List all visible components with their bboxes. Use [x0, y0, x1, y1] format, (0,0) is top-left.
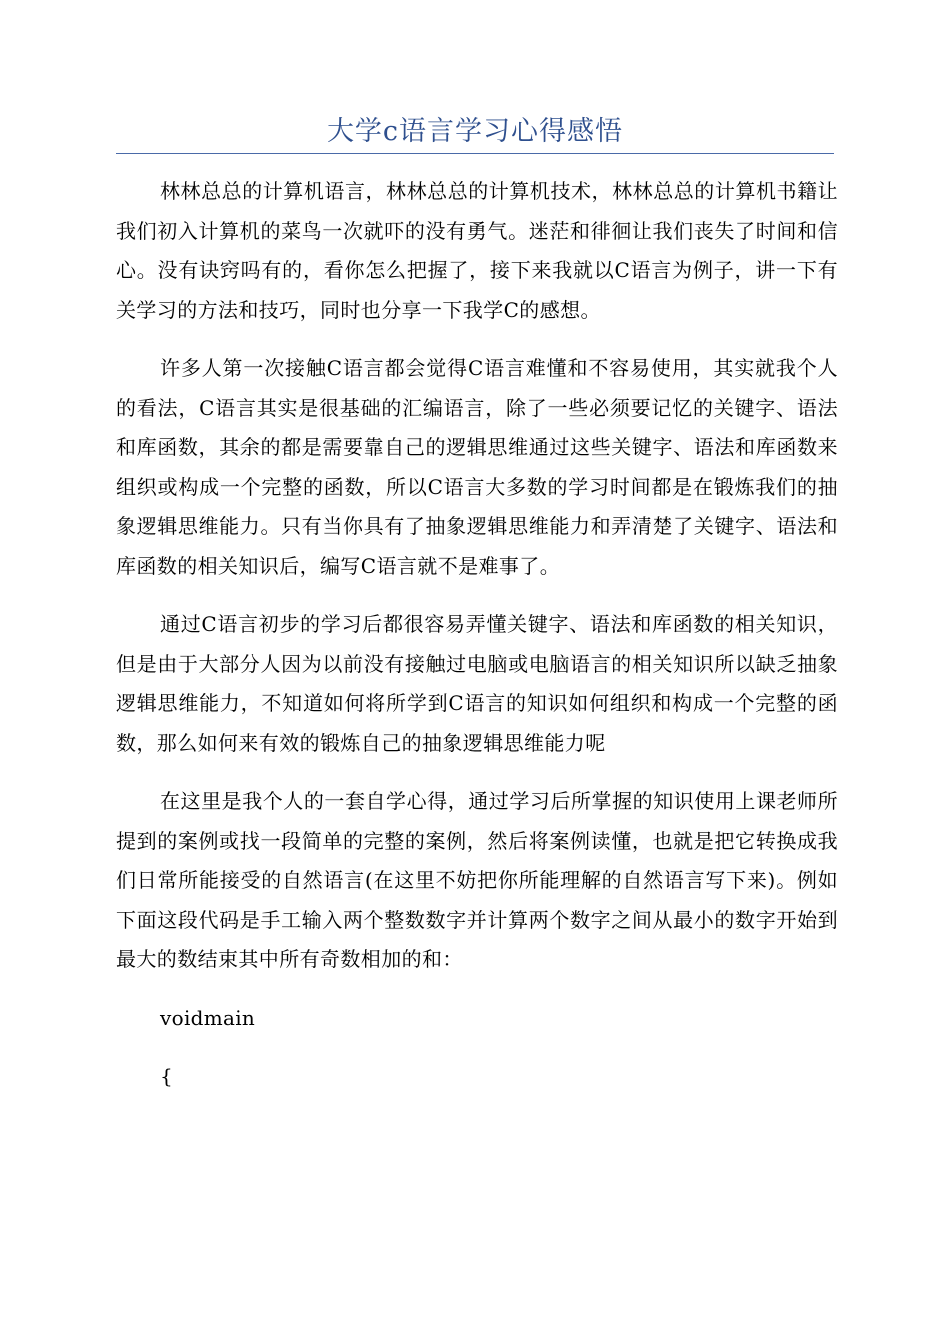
document-title: 大学c语言学习心得感悟: [326, 116, 624, 147]
document-body: [116, 172, 838, 1116]
title-underline: [116, 153, 834, 154]
code-line: {: [160, 1064, 174, 1088]
paragraph-logic-thinking: 通过C语言初步的学习后都很容易弄懂关键字、语法和库函数的相关知识，但是由于大部分人因为以前没有接触过电脑或电脑语言的相关知识所以缺乏抽象逻辑思维能力，不知道如何将所学到C语言的知识如何组织和构成一个完整的函数，那么如何来有效的锻炼自己的抽象逻辑思维能力呢: [116, 612, 838, 755]
paragraph-c-difficulty: 许多人第一次接触C语言都会觉得C语言难懂和不容易使用，其实就我个人的看法，C语言其实是很基础的汇编语言，除了一些必须要记忆的关键字、语法和库函数，其余的都是需要靠自己的逻辑思维通过这些关键字、语法和库函数来组织或构成一个完整的函数，所以C语言大多数的学习时间都是在锻炼我们的抽象逻辑思维能力。只有当你具有了抽象逻辑思维能力和弄清楚了关键字、语法和库函数的相关知识后，编写C语言就不是难事了。: [116, 356, 838, 578]
paragraph-study-method: 在这里是我个人的一套自学心得，通过学习后所掌握的知识使用上课老师所提到的案例或找一段简单的完整的案例，然后将案例读懂，也就是把它转换成我们日常所能接受的自然语言(在这里不妨把你所能理解的自然语言写下来)。例如下面这段代码是手工输入两个整数数字并计算两个数字之间从最小的数字开始到最大的数结束其中所有奇数相加的和：: [116, 789, 838, 971]
paragraph-intro: 林林总总的计算机语言，林林总总的计算机技术，林林总总的计算机书籍让我们初入计算机的菜鸟一次就吓的没有勇气。迷茫和徘徊让我们丧失了时间和信心。没有诀窍吗有的，看你怎么把握了，接下来我就以C语言为例子，讲一下有关学习的方法和技巧，同时也分享一下我学C的感想。: [116, 179, 838, 322]
code-line: voidmain: [160, 1005, 256, 1030]
